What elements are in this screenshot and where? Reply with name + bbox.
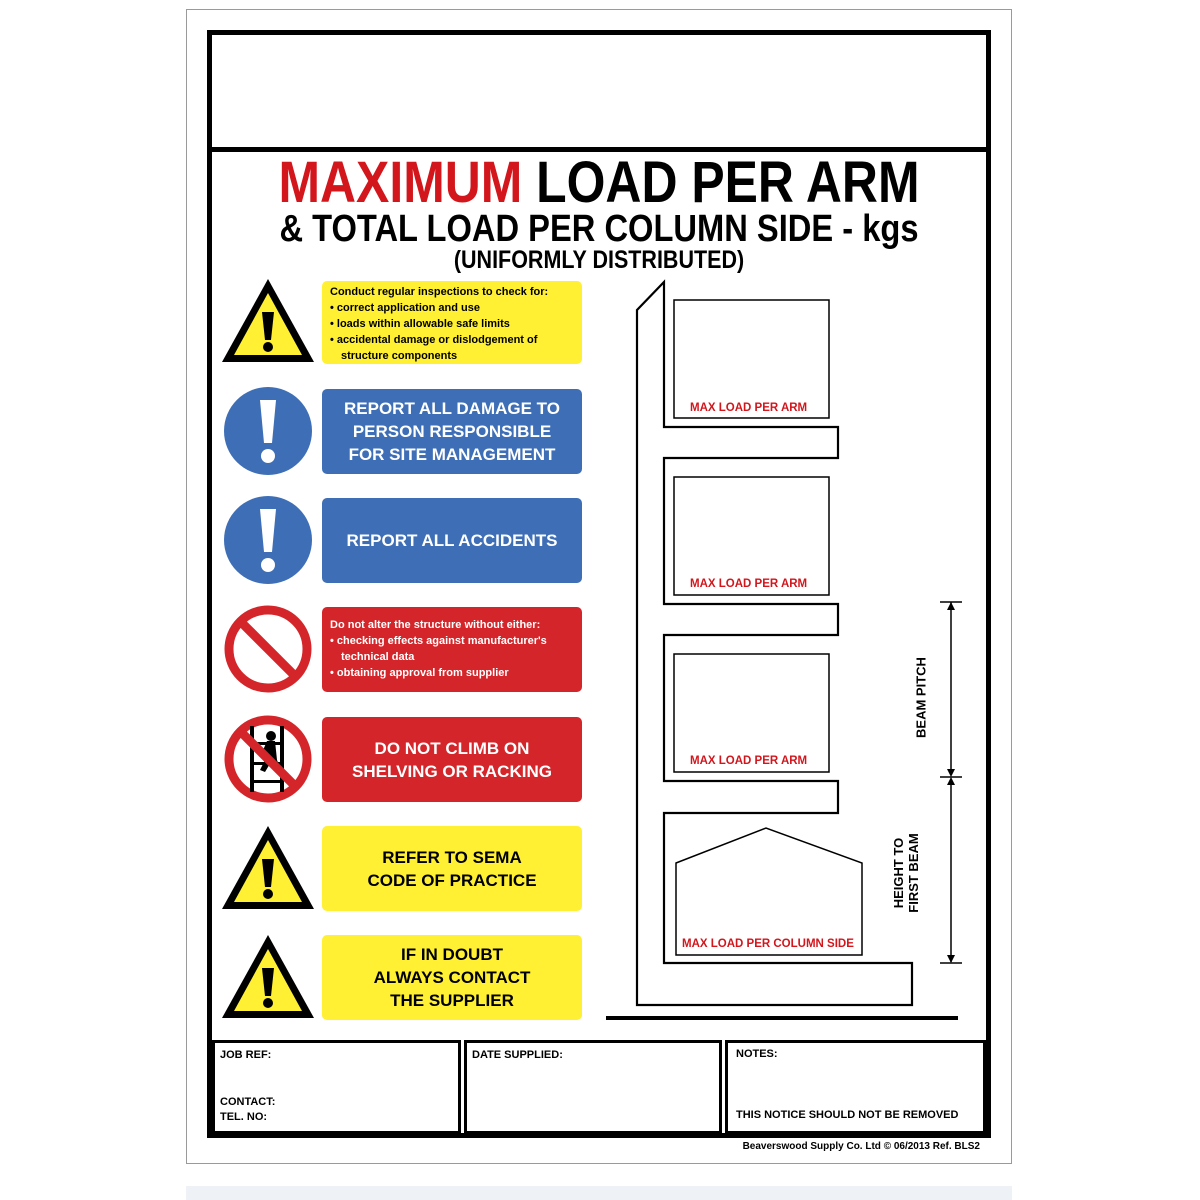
warning-triangle-icon — [220, 932, 316, 1022]
max-load-arm-label: MAX LOAD PER ARM — [690, 578, 808, 590]
mandatory-exclamation-icon — [220, 386, 316, 476]
height-label-line: FIRST BEAM — [906, 833, 921, 913]
notes-label: NOTES: — [736, 1048, 778, 1060]
do-not-alter-line: • checking effects against manufacturer's — [330, 635, 547, 647]
inspection-panel — [322, 281, 582, 364]
do-not-alter-line: technical data — [341, 651, 415, 663]
report-damage-line: PERSON RESPONSIBLE — [352, 422, 552, 441]
no-climb-line: DO NOT CLIMB ON — [374, 738, 530, 758]
contact-supplier-line: IF IN DOUBT — [401, 945, 503, 964]
subtitle-note: (UNIFORMLY DISTRIBUTED) — [453, 246, 745, 274]
beam-pitch-label: BEAM PITCH — [913, 657, 929, 738]
no-climb-panel — [322, 717, 582, 802]
subtitle: & TOTAL LOAD PER COLUMN SIDE - kgs — [279, 208, 919, 250]
inspection-line: structure components — [341, 350, 458, 362]
bottom-strip — [186, 1186, 1012, 1200]
contact-supplier-panel — [322, 935, 582, 1020]
no-climbing-icon — [220, 714, 316, 804]
report-accidents-panel — [322, 498, 582, 583]
warning-triangle-icon — [220, 276, 316, 366]
copyright-text: Beaverswood Supply Co. Ltd © 06/2013 Ref. BLS2 — [742, 1141, 980, 1152]
do-not-alter-panel — [322, 607, 582, 692]
contact-label: CONTACT: — [220, 1096, 276, 1108]
inspection-line: • accidental damage or dislodgement of — [330, 334, 538, 346]
max-load-arm-label: MAX LOAD PER ARM — [690, 755, 808, 767]
inspection-line: • loads within allowable safe limits — [330, 318, 510, 330]
do-not-alter-line: Do not alter the structure without either: — [330, 619, 541, 631]
sema-line: CODE OF PRACTICE — [367, 870, 537, 890]
job-ref-label: JOB REF: — [220, 1049, 272, 1061]
max-load-column-label: MAX LOAD PER COLUMN SIDE — [682, 938, 854, 950]
report-damage-line: FOR SITE MANAGEMENT — [348, 445, 556, 464]
report-damage-line: REPORT ALL DAMAGE TO — [344, 399, 560, 418]
no-climb-line: SHELVING OR RACKING — [352, 761, 552, 781]
sema-panel — [322, 826, 582, 911]
prohibition-icon — [220, 604, 316, 694]
tel-label: TEL. NO: — [220, 1111, 268, 1123]
contact-supplier-line: THE SUPPLIER — [390, 991, 514, 1010]
report-damage-panel — [322, 389, 582, 474]
title-highlight: MAXIMUM — [278, 150, 523, 215]
height-label-line: HEIGHT TO — [891, 837, 906, 909]
height-to-first-beam-label — [891, 828, 921, 918]
report-accidents-line: REPORT ALL ACCIDENTS — [346, 531, 558, 550]
main-title — [266, 150, 932, 215]
date-supplied-label: DATE SUPPLIED: — [472, 1049, 563, 1061]
inspection-line: Conduct regular inspections to check for: — [330, 286, 549, 298]
do-not-alter-line: • obtaining approval from supplier — [330, 667, 509, 679]
mandatory-exclamation-icon — [220, 495, 316, 585]
inspection-line: • correct application and use — [330, 302, 480, 314]
contact-supplier-line: ALWAYS CONTACT — [373, 968, 531, 987]
title-rest: LOAD PER ARM — [522, 150, 920, 215]
notice-text: THIS NOTICE SHOULD NOT BE REMOVED — [736, 1109, 959, 1121]
max-load-arm-label: MAX LOAD PER ARM — [690, 402, 808, 414]
blank-header-box — [212, 35, 986, 152]
warning-triangle-icon — [220, 823, 316, 913]
sema-line: REFER TO SEMA — [382, 847, 522, 867]
